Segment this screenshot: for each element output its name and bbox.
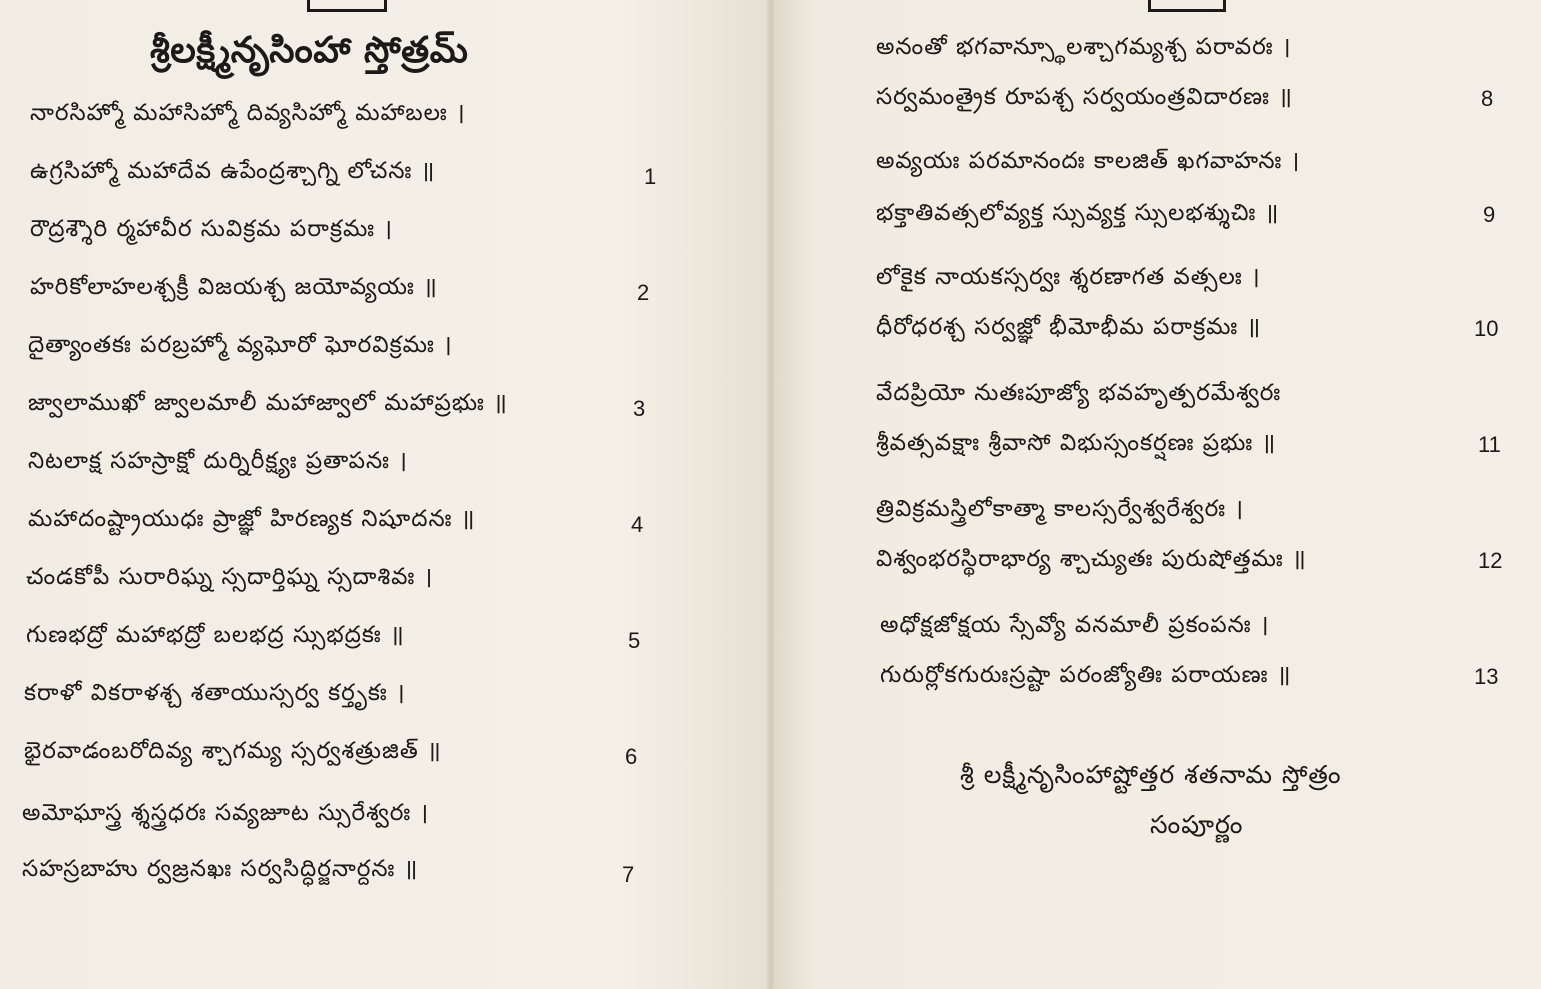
verse-6-line-2: భైరవాడంబరోదివ్య శ్చాగమ్య స్సర్వశత్రుజిత్ ॥ — [24, 738, 442, 764]
verse-number-4: 4 — [631, 512, 644, 537]
verse-number-9: 9 — [1483, 202, 1496, 227]
verse-number-8: 8 — [1481, 86, 1494, 111]
verse-number-7: 7 — [622, 862, 635, 887]
verse-number-12: 12 — [1478, 548, 1503, 573]
verse-number-6: 6 — [625, 744, 638, 769]
verse-7-line-1: అమోఘాస్త్ర శ్శస్త్రధరః సవ్యజూట స్సురేశ్వరః । — [22, 800, 430, 826]
verse-2-line-1: రౌద్రశ్శౌరి ర్మహావీర సువిక్రమ పరాక్రమః । — [30, 216, 394, 242]
verse-number-10: 10 — [1474, 316, 1499, 341]
verse-5-line-2: గుణభద్రో మహాభద్రో బలభద్ర స్సుభద్రకః ॥ — [26, 622, 405, 648]
verse-3-line-2: జ్వాలాముఖో జ్వాలమాలీ మహాజ్వాలో మహాప్రభుః ॥ — [28, 390, 508, 416]
page-number-box-right — [1148, 0, 1226, 12]
verse-9-line-2: భక్తాతివత్సలోవ్యక్త స్సువ్యక్త స్సులభశ్శుచిః ॥ — [876, 200, 1280, 226]
verse-4-line-1: నిటలాక్ష సహస్రాక్షో దుర్నిరీక్ష్యః ప్రతాపనః । — [28, 448, 408, 474]
verse-11-line-1: వేదప్రియో నుతఃపూజ్యో భవహృత్పరమేశ్వరః — [876, 380, 1282, 406]
verse-1-line-1: నారసిహ్మో మహాసిహ్మో దివ్యసిహ్మో మహాబలః । — [30, 100, 466, 126]
verse-13-line-2: గురుర్లోకగురుఃస్రష్టా పరంజ్యోతిః పరాయణః ॥ — [880, 662, 1292, 688]
verse-4-line-2: మహాదంష్ట్రాయుధః ప్రాజ్ఞో హిరణ్యక నిషూదనః ॥ — [28, 506, 476, 532]
verse-8-line-2: సర్వమంత్రైక రూపశ్చ సర్వయంత్రవిదారణః ॥ — [876, 84, 1294, 110]
left-page — [0, 0, 770, 989]
verse-6-line-1: కరాళో వికరాళశ్చ శతాయుస్సర్వ కర్తృకః । — [24, 680, 406, 706]
verse-number-3: 3 — [633, 396, 646, 421]
verse-5-line-1: చండకోపీ సురారిఘ్న స్సదార్తిఘ్న స్సదాశివః । — [26, 564, 434, 590]
verse-number-1: 1 — [644, 164, 657, 189]
verse-10-line-1: లోకైక నాయకస్సర్వః శ్శరణాగత వత్సలః । — [876, 264, 1261, 290]
verse-3-line-1: దైత్యాంతకః పరబ్రహ్మో వ్యఘోరో ఘోరవిక్రమః । — [28, 332, 453, 358]
page-number-box-left — [307, 0, 387, 12]
verse-2-line-2: హరికోలాహలశ్చక్రీ విజయశ్చ జయోవ్యయః ॥ — [30, 274, 438, 300]
verse-12-line-1: త్రివిక్రమస్త్రిలోకాత్మా కాలస్సర్వేశ్వరేశ్వరః । — [876, 496, 1245, 522]
verse-11-line-2: శ్రీవత్సవక్షాః శ్రీవాసో విభుస్సంకర్షణః ప్రభుః ॥ — [876, 430, 1277, 456]
book-gutter — [766, 0, 776, 989]
verse-1-line-2: ఉగ్రసిహ్మో మహాదేవ ఉపేంద్రశ్చాగ్ని లోచనః ॥ — [30, 158, 436, 184]
verse-9-line-1: అవ్యయః పరమానందః కాలజిత్ ఖగవాహనః । — [876, 148, 1301, 174]
verse-number-5: 5 — [628, 628, 641, 653]
verse-13-line-1: అధోక్షజోక్షయ స్సేవ్యో వనమాలీ ప్రకంపనః । — [880, 612, 1270, 638]
closing-completion: సంపూర్ణం — [1150, 810, 1244, 839]
verse-number-13: 13 — [1474, 664, 1499, 689]
verse-7-line-2: సహస్రబాహు ర్వజ్రనఖః సర్వసిద్ధిర్జనార్దనః ॥ — [22, 856, 419, 882]
verse-12-line-2: విశ్వంభరస్థిరాభార్య శ్చాచ్యుతః పురుషోత్తమః ॥ — [876, 546, 1307, 572]
verse-number-2: 2 — [637, 280, 650, 305]
verse-number-11: 11 — [1478, 432, 1501, 457]
page-title: శ్రీలక్ష్మీనృసింహా స్తోత్రమ్ — [150, 30, 469, 71]
verse-8-line-1: అనంతో భగవాన్స్థూలశ్చాగమ్యశ్చ పరావరః । — [876, 34, 1292, 60]
closing-title: శ్రీ లక్ష్మీనృసింహాష్టోత్తర శతనామ స్తోత్రం — [960, 760, 1342, 789]
verse-10-line-2: ధీరోధరశ్చ సర్వజ్ఞో భీమోభీమ పరాక్రమః ॥ — [876, 314, 1262, 340]
